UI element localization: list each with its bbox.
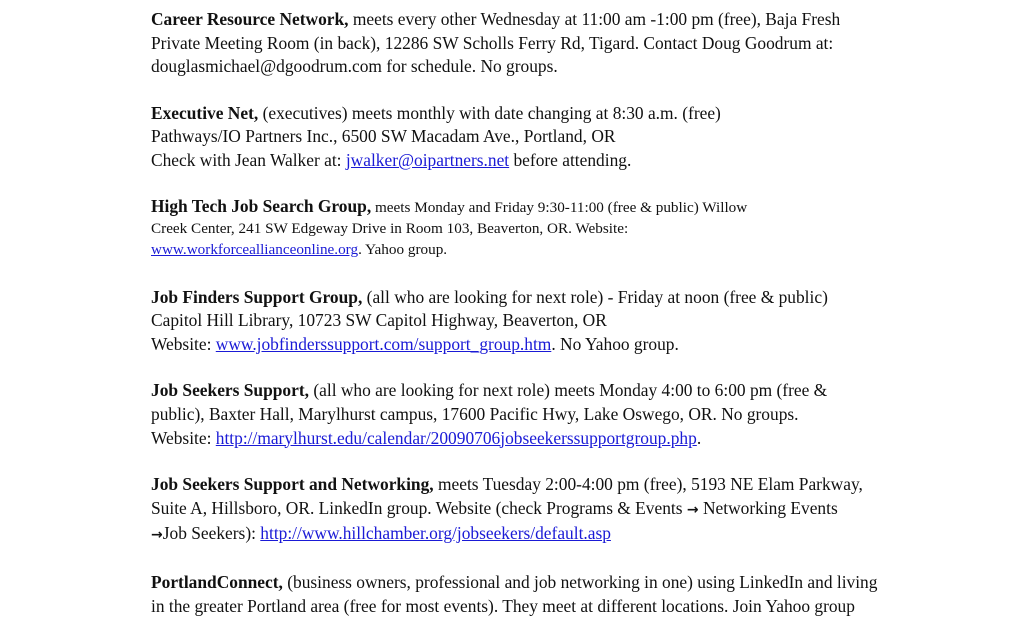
entry-text: (all who are looking for next role) meets Monday 4:00 to 6:00 pm (free & <box>309 380 828 401</box>
entry-line <box>151 239 1011 260</box>
entry-line <box>151 196 1011 218</box>
group-entry-portland-connect <box>151 571 1011 618</box>
entry-text: Job Seekers): <box>162 523 261 544</box>
group-entry-job-seekers-support <box>151 379 1011 450</box>
document-page <box>151 8 1011 641</box>
entry-text: Networking Events <box>698 497 838 518</box>
group-name: Job Seekers Support, <box>151 380 309 401</box>
website-link[interactable]: http://www.hillchamber.org/jobseekers/default.asp <box>260 523 611 544</box>
entry-text: Website: <box>151 333 216 354</box>
entry-text: (executives) meets monthly with date changing at 8:30 a.m. (free) <box>258 102 721 123</box>
entry-text: Check with Jean Walker at: <box>151 149 346 170</box>
entry-line: Pathways/IO Partners Inc., 6500 SW Macadam Ave., Portland, OR <box>151 126 616 147</box>
entry-line: Private Meeting Room (in back), 12286 SW Scholls Ferry Rd, Tigard. Contact Doug Goodrum at: <box>151 32 834 53</box>
entry-text: Suite A, Hillsboro, OR. LinkedIn group. Website (check Programs & Events <box>151 497 687 518</box>
entry-text: meets every other Wednesday at 11:00 am -1:00 pm (free), Baja Fresh <box>348 9 841 29</box>
entry-line <box>151 149 1011 173</box>
entry-line <box>151 571 1011 595</box>
entry-text: Website: <box>151 427 216 448</box>
entry-text: meets Monday and Friday 9:30-11:00 (free & public) Willow <box>371 198 748 216</box>
entry-line <box>151 427 1011 451</box>
website-link[interactable]: www.workforceallianceonline.org <box>151 240 359 258</box>
entry-line: Capitol Hill Library, 10723 SW Capitol Highway, Beaverton, OR <box>151 310 607 331</box>
arrow-right-icon: → <box>151 527 163 544</box>
group-name: Executive Net, <box>151 102 259 123</box>
group-entry-job-seekers-networking <box>151 473 1011 548</box>
group-name: Job Seekers Support and Networking, <box>151 474 434 495</box>
group-entry-executive-net <box>151 102 1011 173</box>
website-link[interactable]: http://marylhurst.edu/calendar/20090706jobseekerssupportgroup.php <box>215 427 697 448</box>
group-name: High Tech Job Search Group, <box>151 195 372 216</box>
entry-line <box>151 522 1011 548</box>
group-name: Job Finders Support Group, <box>151 286 363 307</box>
entry-line <box>151 8 1011 32</box>
entry-line: douglasmichael@dgoodrum.com for schedule. No groups. <box>151 56 558 77</box>
group-name: PortlandConnect, <box>151 571 283 592</box>
entry-line <box>151 379 1011 403</box>
entry-text: meets Tuesday 2:00-4:00 pm (free), 5193 NE Elam Parkway, <box>433 474 863 495</box>
arrow-right-icon: → <box>686 501 699 518</box>
group-entry-career-resource-network <box>151 8 1011 79</box>
entry-text: (business owners, professional and job networking in one) using LinkedIn and living <box>282 571 878 592</box>
entry-line <box>151 102 1011 126</box>
entry-line <box>151 333 1011 357</box>
entry-text: (all who are looking for next role) - Friday at noon (free & public) <box>362 286 828 307</box>
email-link[interactable]: jwalker@oipartners.net <box>345 149 510 170</box>
website-link[interactable]: www.jobfinderssupport.com/support_group.htm <box>215 333 552 354</box>
entry-line: in the greater Portland area (free for most events). They meet at different locations. Join Yahoo group <box>151 595 855 616</box>
entry-line <box>151 497 1011 523</box>
group-name: Career Resource Network, <box>151 9 349 29</box>
entry-line: public), Baxter Hall, Marylhurst campus, 17600 Pacific Hwy, Lake Oswego, OR. No groups. <box>151 403 799 424</box>
group-entry-high-tech-job-search <box>151 196 1011 260</box>
group-entry-job-finders-support <box>151 286 1011 357</box>
entry-text: before attending. <box>509 149 632 170</box>
entry-text: . No Yahoo group. <box>551 333 679 354</box>
entry-line <box>151 286 1011 310</box>
entry-line: Creek Center, 241 SW Edgeway Drive in Room 103, Beaverton, OR. Website: <box>151 219 629 237</box>
entry-line <box>151 473 1011 497</box>
entry-text: . Yahoo group. <box>358 240 448 258</box>
entry-text: . <box>696 427 702 448</box>
